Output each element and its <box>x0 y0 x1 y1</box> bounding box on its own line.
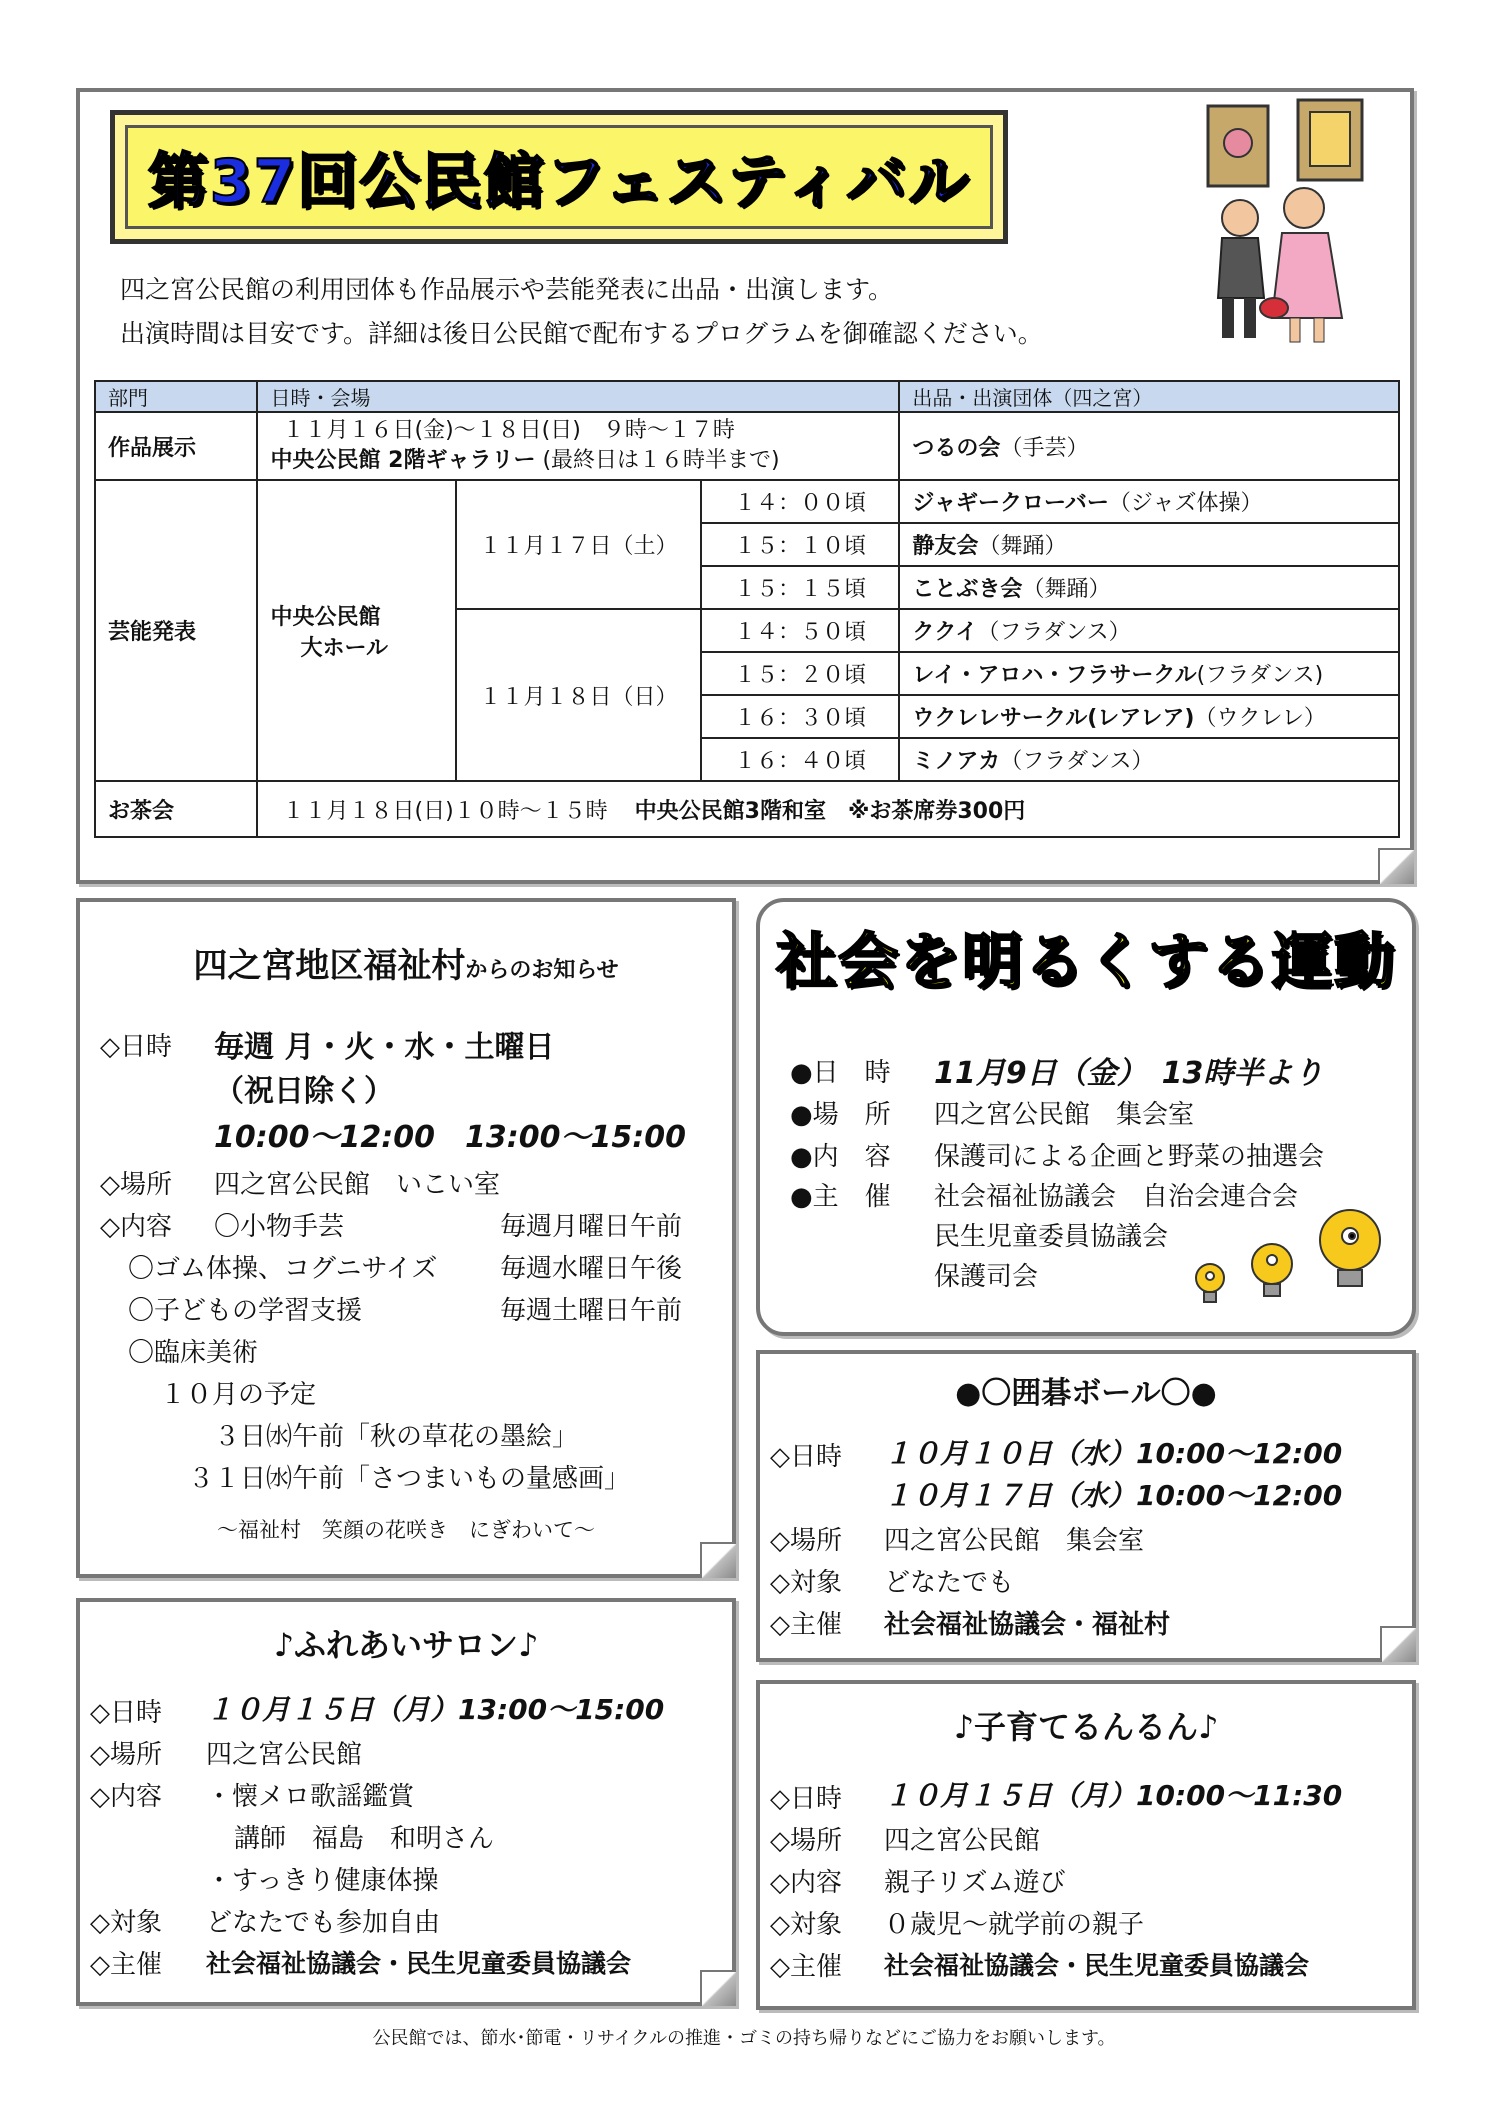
exhibit-venue-line <box>270 446 886 476</box>
go-target-label: ◇対象 <box>770 1568 842 1598</box>
slot-group-cell <box>899 738 1399 781</box>
slot-note: （ウクレレ） <box>1194 706 1326 731</box>
slot-time: １６：３０頃 <box>701 695 900 738</box>
go-title: ●〇囲碁ボール〇● <box>955 1376 1217 1411</box>
kosodate-target-label: ◇対象 <box>770 1910 842 1940</box>
go-date-1: １０月１０日（水）10:00～12:00 <box>884 1437 1343 1470</box>
slot-group: ミノアカ <box>912 749 1001 774</box>
slot-group-cell <box>899 523 1399 566</box>
kosodate-place-label: ◇場所 <box>770 1826 842 1856</box>
salon-content-label: ◇内容 <box>90 1782 162 1812</box>
slot-time: １５：２０頃 <box>701 652 900 695</box>
festival-intro-1: 四之宮公民館の利用団体も作品展示や芸能発表に出品・出演します。 <box>120 275 894 304</box>
slot-note: （舞踊） <box>1022 577 1111 602</box>
brighten-host-2: 民生児童委員協議会 <box>934 1222 1169 1252</box>
lightbulb-characters-illustration <box>1180 1202 1390 1322</box>
welfare-item-when: 毎週水曜日午後 <box>500 1254 683 1284</box>
perform-dept: 芸能発表 <box>95 480 257 781</box>
footer-note: 公民館では、節水･節電・リサイクルの推進・ゴミの持ち帰りなどにご協力をお願いします。 <box>372 2028 1116 2049</box>
exhibit-group: つるの会 <box>912 435 1001 461</box>
welfare-item-when: 毎週月曜日午前 <box>500 1212 683 1242</box>
go-ball-panel <box>756 1350 1416 1662</box>
welfare-date-label: ◇日時 <box>100 1032 172 1062</box>
welfare-plan-2: ３１日㈬午前「さつまいもの量感画」 <box>188 1464 631 1494</box>
exhibit-datetime <box>257 412 899 480</box>
salon-content-2: 講師 福島 和明さん <box>234 1824 495 1854</box>
welfare-art-item: 〇臨床美術 <box>128 1338 259 1368</box>
slot-note: （舞踊） <box>978 534 1067 559</box>
salon-date-label: ◇日時 <box>90 1698 162 1728</box>
page-curl <box>1378 848 1414 884</box>
salon-place-value: 四之宮公民館 <box>206 1740 363 1770</box>
salon-target-label: ◇対象 <box>90 1908 162 1938</box>
welfare-place-value: 四之宮公民館 いこい室 <box>214 1170 501 1200</box>
go-place-label: ◇場所 <box>770 1526 842 1556</box>
welfare-plan-label: １０月の予定 <box>160 1380 317 1410</box>
salon-host-value: 社会福祉協議会・民生児童委員協議会 <box>206 1949 632 1978</box>
slot-group: ウクレレサークル(レアレア) <box>912 706 1195 731</box>
brighten-place-value: 四之宮公民館 集会室 <box>934 1100 1195 1130</box>
exhibit-dates: １１月１６日(金)～１８日(日) ９時～１７時 <box>282 418 735 443</box>
salon-date-value: １０月１５日（月）13:00～15:00 <box>206 1693 665 1726</box>
brighten-content-label: ●内 容 <box>790 1142 891 1172</box>
brighten-place-label: ●場 所 <box>790 1100 891 1130</box>
festival-intro-2: 出演時間は目安です。詳細は後日公民館で配布するプログラムを御確認ください。 <box>120 319 1043 348</box>
festival-title-box <box>110 110 1008 244</box>
kosodate-host-value: 社会福祉協議会・民生児童委員協議会 <box>884 1951 1310 1980</box>
exhibit-dept: 作品展示 <box>95 412 257 480</box>
tea-info <box>257 781 1399 837</box>
tea-datetime: １１月１８日(日)１０時～１５時 <box>282 798 608 824</box>
go-host-value: 社会福祉協議会・福祉村 <box>884 1610 1171 1640</box>
header-datetime: 日時・会場 <box>257 381 899 412</box>
salon-host-label: ◇主催 <box>90 1950 162 1980</box>
slot-group: レイ・アロハ・フラサークル <box>912 663 1197 688</box>
brighten-date-label: ●日 時 <box>790 1058 891 1088</box>
welfare-village-panel <box>76 898 736 1578</box>
brighten-society-panel <box>756 898 1416 1336</box>
welfare-plan-1: ３日㈬午前「秋の草花の墨絵」 <box>214 1422 579 1452</box>
welfare-item-when: 毎週土曜日午前 <box>500 1296 683 1326</box>
go-date-2: １０月１７日（水）10:00～12:00 <box>884 1479 1343 1512</box>
brighten-host-value: 社会福祉協議会 自治会連合会 <box>934 1182 1299 1212</box>
kosodate-host-label: ◇主催 <box>770 1952 842 1982</box>
brighten-host-label: ●主 催 <box>790 1182 891 1212</box>
slot-group: ククイ <box>912 620 978 645</box>
page-curl <box>700 1970 736 2006</box>
kosodate-content-value: 親子リズム遊び <box>884 1868 1066 1898</box>
kosodate-date-value: １０月１５日（月）10:00～11:30 <box>884 1779 1343 1812</box>
header-dept: 部門 <box>95 381 257 412</box>
welfare-title-suffix: からのお知らせ <box>465 958 619 983</box>
exhibit-note: (最終日は１６時半まで) <box>542 448 780 473</box>
slot-time: １４：５０頃 <box>701 609 900 652</box>
festival-schedule-table <box>94 380 1400 838</box>
slot-time: １４：００頃 <box>701 480 900 523</box>
welfare-date-value: 毎週 月・火・水・土曜日 <box>214 1030 555 1065</box>
go-host-label: ◇主催 <box>770 1610 842 1640</box>
tea-row <box>95 781 1399 837</box>
exhibit-group-note: （手芸） <box>1000 435 1089 461</box>
kosodate-content-label: ◇内容 <box>770 1868 842 1898</box>
welfare-item-name: 〇小物手芸 <box>214 1212 345 1242</box>
festival-panel <box>76 88 1414 884</box>
go-place-value: 四之宮公民館 集会室 <box>884 1526 1145 1556</box>
slot-group: 静友会 <box>912 534 979 559</box>
kosodate-date-label: ◇日時 <box>770 1784 842 1814</box>
kosodate-title: ♪子育てるんるん♪ <box>953 1708 1219 1746</box>
fureai-salon-panel <box>76 1598 736 2006</box>
welfare-item-name: 〇子どもの学習支援 <box>128 1296 363 1326</box>
perform-day-1: １１月１７日（土） <box>456 480 701 609</box>
slot-group-cell <box>899 566 1399 609</box>
welfare-motto: ～福祉村 笑顔の花咲き にぎわいて～ <box>217 1518 595 1542</box>
go-date-label: ◇日時 <box>770 1442 842 1472</box>
slot-group: ジャギークローバー <box>912 491 1109 516</box>
welfare-content-label: ◇内容 <box>100 1212 172 1242</box>
festival-title: 第37回公民館フェスティバル <box>147 147 971 217</box>
welfare-item-name: 〇ゴム体操、コグニサイズ <box>128 1254 438 1284</box>
slot-group-cell <box>899 609 1399 652</box>
perform-venue <box>257 480 456 781</box>
brighten-content-value: 保護司による企画と野菜の抽選会 <box>934 1142 1325 1172</box>
salon-content-3: ・すっきり健康体操 <box>206 1866 439 1896</box>
perform-venue-2: 大ホール <box>300 635 389 661</box>
page-curl <box>700 1542 736 1578</box>
gallery-visitors-illustration <box>1178 98 1378 348</box>
salon-title: ♪ふれあいサロン♪ <box>273 1626 539 1664</box>
welfare-place-label: ◇場所 <box>100 1170 172 1200</box>
kosodate-runrun-panel <box>756 1680 1416 2010</box>
slot-group: ことぶき会 <box>912 577 1023 602</box>
welfare-title: 四之宮地区福祉村 <box>193 946 466 986</box>
kosodate-target-value: ０歳児～就学前の親子 <box>884 1910 1145 1940</box>
slot-time: １５：１５頃 <box>701 566 900 609</box>
slot-note: （フラダンス） <box>1000 749 1154 774</box>
brighten-host-3: 保護司会 <box>934 1262 1039 1292</box>
perform-row <box>95 480 1399 523</box>
tea-place: 中央公民館3階和室 ※お茶席券300円 <box>634 798 1026 824</box>
kosodate-place-value: 四之宮公民館 <box>884 1826 1041 1856</box>
perform-day-2: １１月１８日（日） <box>456 609 701 781</box>
go-target-value: どなたでも <box>884 1568 1015 1598</box>
slot-group-cell <box>899 480 1399 523</box>
table-header-row <box>95 381 1399 412</box>
welfare-date-note: （祝日除く） <box>214 1074 394 1109</box>
salon-content-1: ・懐メロ歌謡鑑賞 <box>206 1782 415 1812</box>
exhibit-venue: 中央公民館 2階ギャラリー <box>270 448 536 473</box>
brighten-title: 社会を明るくする運動 <box>776 927 1396 997</box>
page-curl <box>1380 1626 1416 1662</box>
slot-group-cell <box>899 695 1399 738</box>
slot-group-cell <box>899 652 1399 695</box>
perform-venue-1: 中央公民館 <box>270 604 381 630</box>
welfare-heading <box>80 938 732 987</box>
brighten-date-value: 11月9日（金） 13時半より <box>934 1056 1324 1091</box>
tea-dept: お茶会 <box>95 781 257 837</box>
slot-time: １５：１０頃 <box>701 523 900 566</box>
header-group: 出品・出演団体（四之宮） <box>899 381 1399 412</box>
salon-place-label: ◇場所 <box>90 1740 162 1770</box>
welfare-time-value: 10:00～12:00 13:00～15:00 <box>214 1120 686 1155</box>
slot-note: (フラダンス) <box>1196 663 1324 688</box>
slot-time: １６：４０頃 <box>701 738 900 781</box>
exhibit-row <box>95 412 1399 480</box>
salon-target-value: どなたでも参加自由 <box>206 1908 441 1938</box>
exhibit-group-cell <box>899 412 1399 480</box>
slot-note: （ジャズ体操） <box>1108 491 1263 516</box>
slot-note: （フラダンス） <box>977 620 1131 645</box>
